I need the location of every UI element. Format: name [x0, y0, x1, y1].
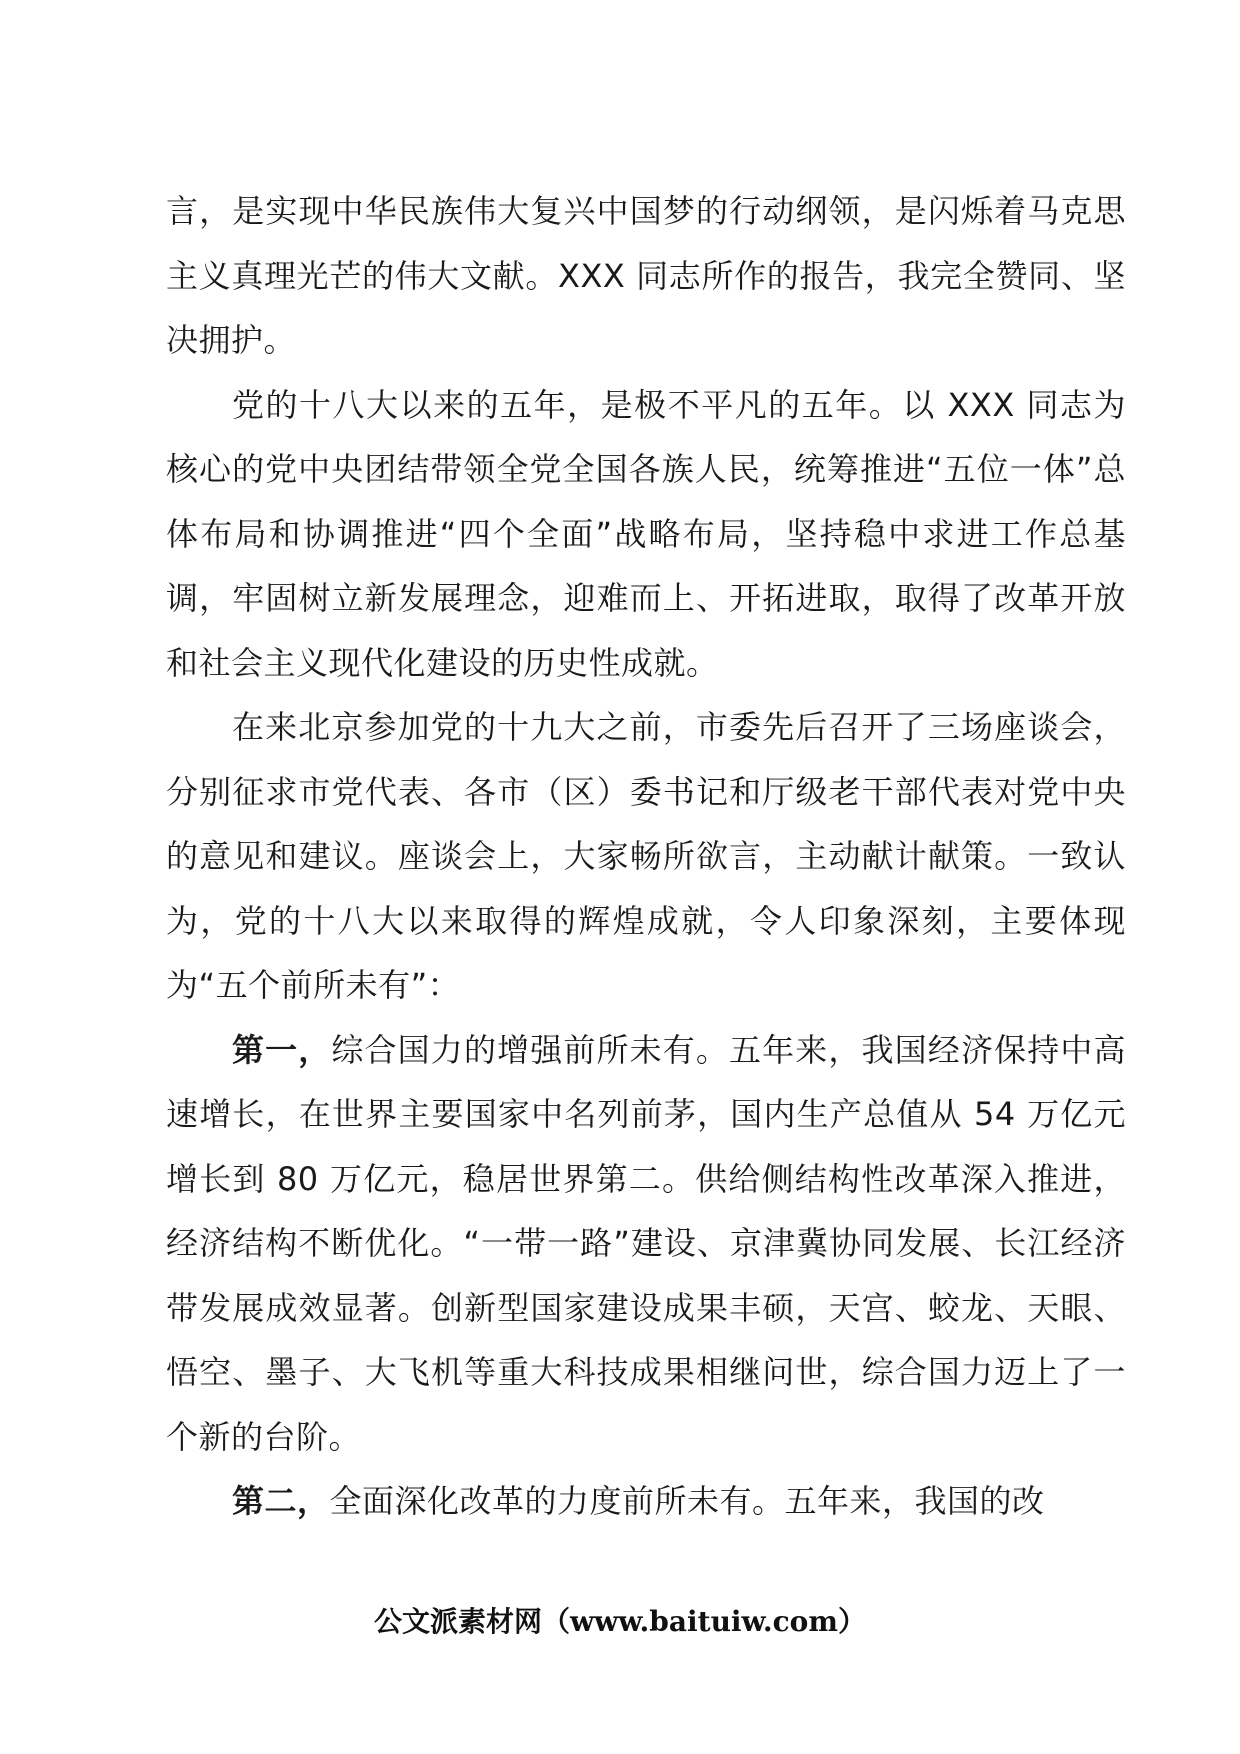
paragraph-2 [166, 373, 1126, 696]
paragraph-5-text: 全面深化改革的力度前所未有。五年来，我国的改 [329, 1482, 1045, 1520]
paragraph-1-text: 言，是实现中华民族伟大复兴中国梦的行动纲领，是闪烁着马克思主义真理光芒的伟大文献。XXX 同志所作的报告，我完全赞同、坚决拥护。 [166, 192, 1126, 359]
paragraph-4-text: 综合国力的增强前所未有。五年来，我国经济保持中高速增长，在世界主要国家中名列前茅，国内生产总值从 54 万亿元增长到 80 万亿元，稳居世界第二。供给侧结构性改革深入推进，经济结构不断优化。“一带一路”建设、京津冀协同发展、长江经济带发展成效显著。创新型国家建设成果丰硕，天宫、蛟龙、天眼、悟空、墨子、大飞机等重大科技成果相继问世，综合国力迈上了一个新的台阶。 [166, 1030, 1126, 1456]
paragraph-5 [166, 1469, 1126, 1534]
document-body [166, 179, 1126, 1534]
paragraph-3-text: 在来北京参加党的十九大之前，市委先后召开了三场座谈会，分别征求市党代表、各市（区）委书记和厅级老干部代表对党中央的意见和建议。座谈会上，大家畅所欲言，主动献计献策。一致认为，党的十八大以来取得的辉煌成就，令人印象深刻，主要体现为“五个前所未有”： [166, 708, 1126, 1004]
footer-watermark: 公文派素材网（www.baituiw.com） [374, 1605, 866, 1638]
paragraph-3 [166, 695, 1126, 1018]
paragraph-5-lead: 第二， [232, 1482, 330, 1520]
paragraph-4 [166, 1018, 1126, 1470]
paragraph-1 [166, 179, 1126, 373]
paragraph-4-lead: 第一， [232, 1030, 332, 1069]
paragraph-2-text: 党的十八大以来的五年，是极不平凡的五年。以 XXX 同志为核心的党中央团结带领全党全国各族人民，统筹推进“五位一体”总体布局和协调推进“四个全面”战略布局，坚持稳中求进工作总基调，牢固树立新发展理念，迎难而上、开拓进取，取得了改革开放和社会主义现代化建设的历史性成就。 [166, 385, 1126, 682]
